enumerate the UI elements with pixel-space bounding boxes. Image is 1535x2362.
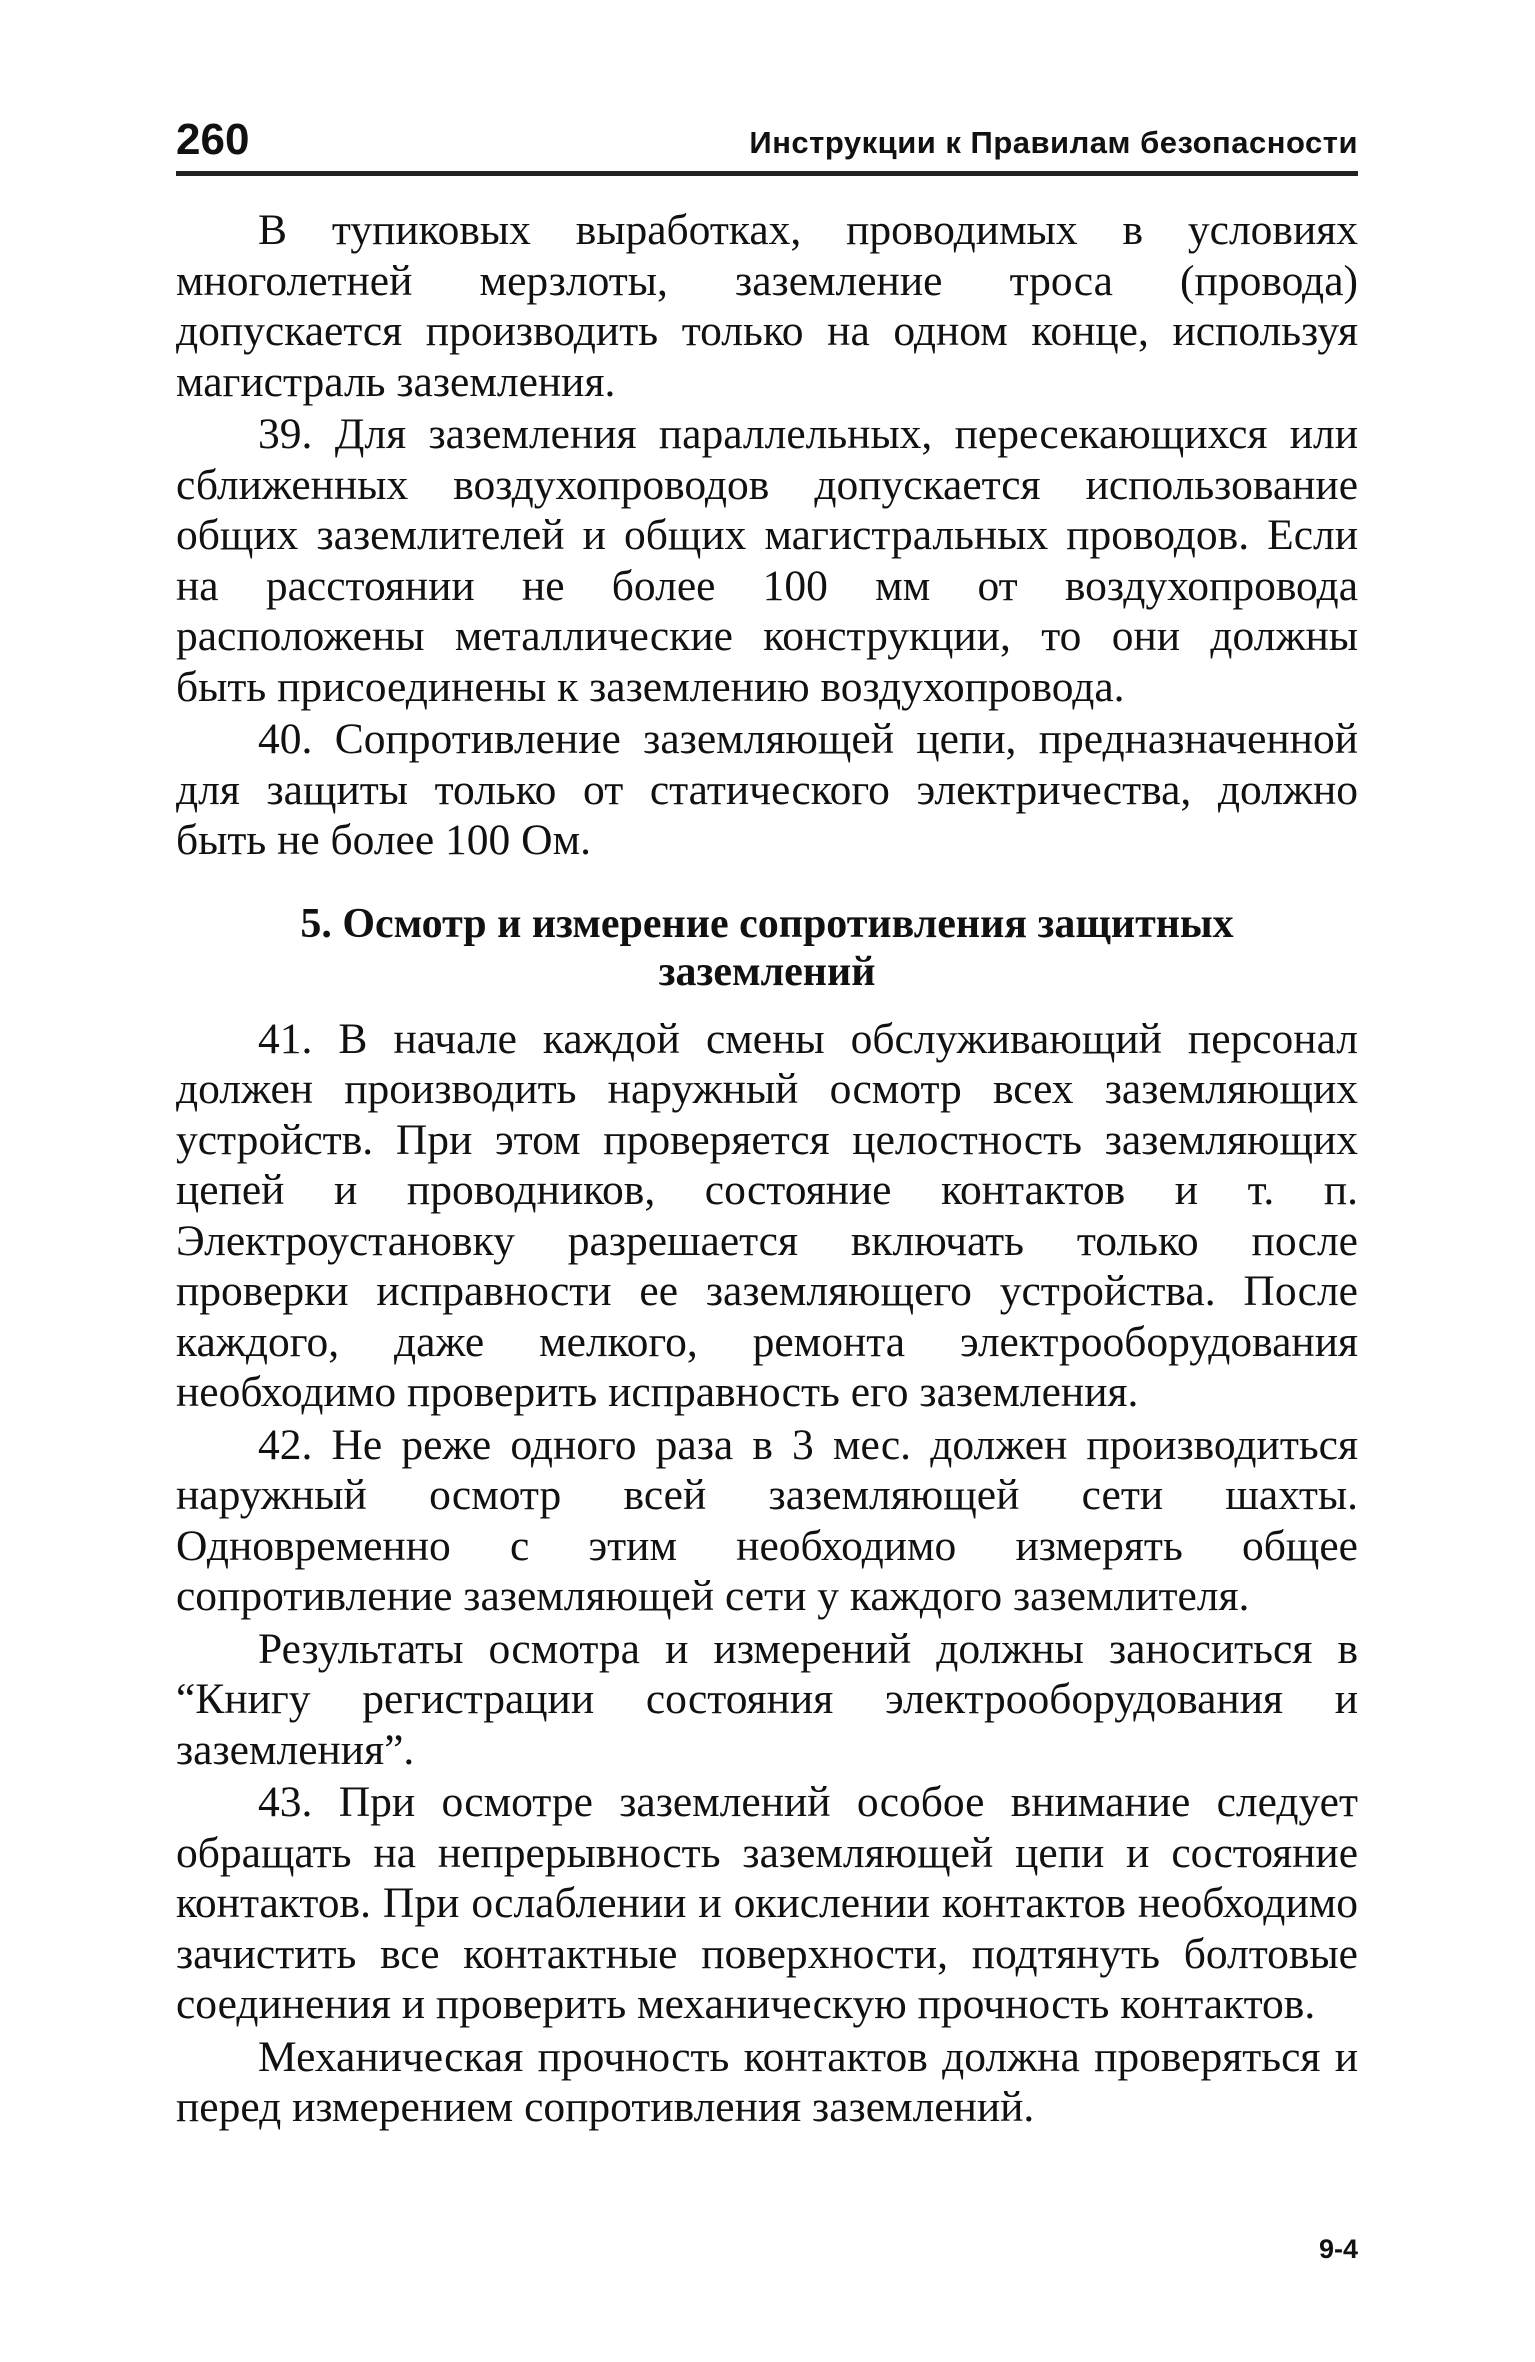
paragraph-mechanical-strength: Механическая прочность контактов должна проверяться и перед измерением сопротивления заземлений. — [176, 2032, 1358, 2131]
body-text — [176, 205, 1358, 2133]
paragraph-results: Результаты осмотра и измерений должны заноситься в “Книгу регистрации состояния электрооборудования и заземления”. — [176, 1624, 1358, 1774]
paragraph-intro: В тупиковых выработках, проводимых в условиях многолетней мерзлоты, заземление троса (провода) допускается производить только на одном конце, используя магистраль заземления. — [176, 206, 1358, 406]
running-title: Инструкции к Правилам безопасности — [749, 125, 1358, 160]
page-header — [176, 112, 1358, 172]
header-rule — [176, 171, 1358, 176]
section-heading: 5. Осмотр и измерение сопротивления защитных заземлений — [300, 900, 1234, 995]
signature-mark: 9-4 — [1318, 2234, 1358, 2264]
paragraph-43: 43. При осмотре заземлений особое внимание следует обращать на непрерывность заземляющей цепи и состояние контактов. При ослаблении и окислении контактов необходимо зачистить все контактные поверхности, подтянуть болтовые соединения и проверить механическую прочность контактов. — [176, 1778, 1358, 2028]
page-number: 260 — [176, 115, 250, 164]
paragraph-40: 40. Сопротивление заземляющей цепи, предназначенной для защиты только от статического электричества, должно быть не более 100 Ом. — [176, 715, 1358, 864]
paragraph-39: 39. Для заземления параллельных, пересекающихся или сближенных воздухопроводов допускается использование общих заземлителей и общих магистральных проводов. Если на расстоянии не более 100 мм от воздухопровода расположены металлические конструкции, то они должны быть присоединены к заземлению воздухопровода. — [176, 410, 1358, 711]
paragraph-42: 42. Не реже одного раза в 3 мес. должен производиться наружный осмотр всей заземляющей сети шахты. Одновременно с этим необходимо измерять общее сопротивление заземляющей сети у каждого заземлителя. — [176, 1420, 1358, 1620]
paragraph-41: 41. В начале каждой смены обслуживающий персонал должен производить наружный осмотр всех заземляющих устройств. При этом проверяется целостность заземляющих цепей и проводников, состояние контактов и т. п. Электроустановку разрешается включать только после проверки исправности ее заземляющего устройства. После каждого, даже мелкого, ремонта электрооборудования необходимо проверить исправность его заземления. — [176, 1014, 1358, 1416]
